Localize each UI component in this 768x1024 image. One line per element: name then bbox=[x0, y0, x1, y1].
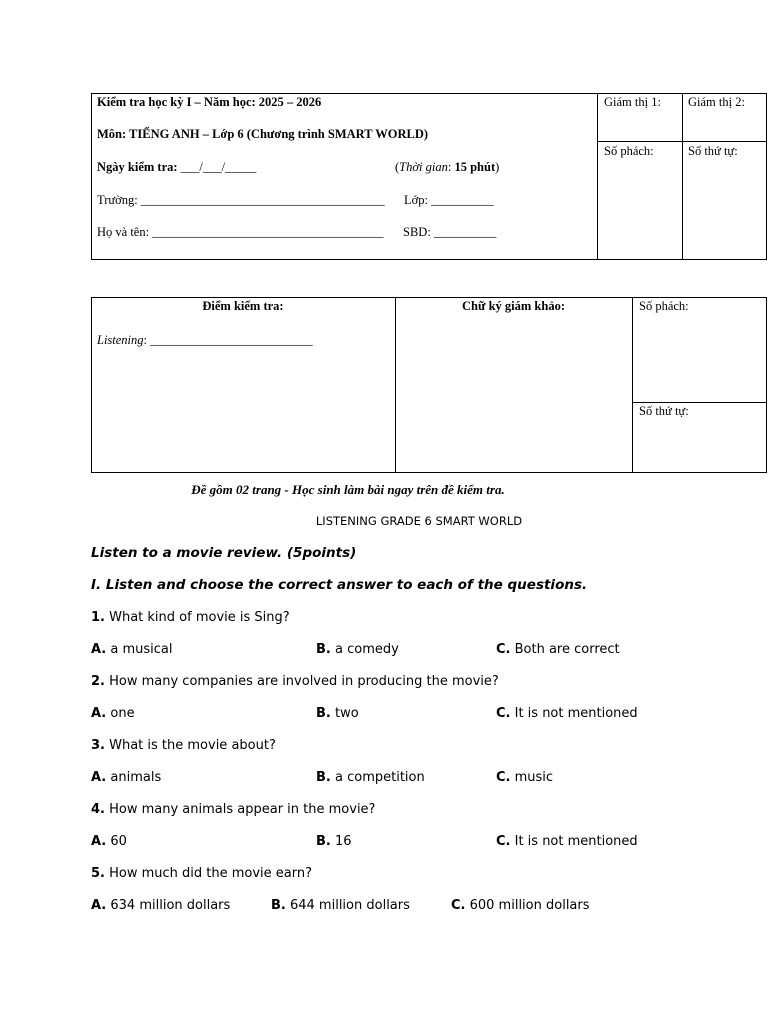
option-letter: C. bbox=[496, 834, 511, 849]
time-colon: : bbox=[447, 160, 455, 174]
option-3a[interactable] bbox=[91, 770, 161, 785]
option-3b[interactable] bbox=[316, 770, 425, 785]
option-text: Both are correct bbox=[510, 642, 620, 657]
subject-line: Môn: TIẾNG ANH – Lớp 6 (Chương trình SMART WORLD) bbox=[97, 127, 429, 141]
option-letter: B. bbox=[316, 834, 331, 849]
option-letter: A. bbox=[91, 898, 107, 913]
option-text: 634 million dollars bbox=[106, 898, 231, 913]
proctor-1-label: Giám thị 1: bbox=[604, 95, 661, 109]
sbd-label: SBD: bbox=[403, 225, 431, 239]
school-line bbox=[97, 193, 385, 208]
question-3 bbox=[91, 738, 276, 753]
question-number: 1. bbox=[91, 610, 105, 625]
option-letter: A. bbox=[91, 770, 107, 785]
divider bbox=[91, 472, 767, 473]
page-title-text: LISTENING GRADE 6 SMART WORLD bbox=[315, 514, 523, 528]
option-letter: B. bbox=[271, 898, 286, 913]
divider bbox=[766, 297, 767, 473]
question-text: What is the movie about? bbox=[104, 738, 276, 753]
so-thu-tu-label: Số thứ tự: bbox=[688, 144, 738, 158]
option-2c[interactable] bbox=[496, 706, 638, 721]
option-4c[interactable] bbox=[496, 834, 638, 849]
school-label: Trường: bbox=[97, 193, 138, 207]
question-text: How many companies are involved in producing the movie? bbox=[104, 674, 499, 689]
listening-blank: : __________________________ bbox=[143, 333, 313, 347]
option-4b[interactable] bbox=[316, 834, 352, 849]
name-blank: _____________________________________ bbox=[152, 225, 384, 239]
question-2 bbox=[91, 674, 499, 689]
option-text: It is not mentioned bbox=[510, 834, 638, 849]
exam-note-text: Đề gồm 02 trang - Học sinh làm bài ngay trên đề kiểm tra. bbox=[191, 482, 505, 497]
option-letter: C. bbox=[496, 706, 511, 721]
question-number: 4. bbox=[91, 802, 105, 817]
instruction: Listen to a movie review. (5points) bbox=[91, 545, 357, 561]
option-1b[interactable] bbox=[316, 642, 399, 657]
option-4a[interactable] bbox=[91, 834, 127, 849]
class-line bbox=[404, 193, 494, 208]
paren-close: ) bbox=[495, 160, 500, 174]
option-letter: A. bbox=[91, 834, 107, 849]
date-label: Ngày kiểm tra: bbox=[97, 160, 178, 174]
option-text: 644 million dollars bbox=[285, 898, 410, 913]
class-blank: __________ bbox=[431, 193, 494, 207]
question-1 bbox=[91, 610, 290, 625]
option-text: a comedy bbox=[330, 642, 399, 657]
option-text: two bbox=[330, 706, 359, 721]
option-2a[interactable] bbox=[91, 706, 135, 721]
option-letter: C. bbox=[451, 898, 466, 913]
examiner-heading: Chữ ký giám khảo: bbox=[461, 299, 565, 313]
option-text: a musical bbox=[106, 642, 173, 657]
question-number: 2. bbox=[91, 674, 105, 689]
score-heading: Điểm kiểm tra: bbox=[202, 299, 284, 313]
option-3c[interactable] bbox=[496, 770, 553, 785]
divider bbox=[91, 259, 767, 260]
question-text: How much did the movie earn? bbox=[104, 866, 313, 881]
so-thu-tu-label: Số thứ tự: bbox=[639, 404, 689, 418]
option-2b[interactable] bbox=[316, 706, 359, 721]
divider bbox=[395, 297, 396, 473]
class-label: Lớp: bbox=[404, 193, 428, 207]
exam-title: Kiểm tra học kỳ I – Năm học: 2025 – 2026 bbox=[97, 95, 322, 109]
divider bbox=[91, 297, 767, 298]
time-line bbox=[395, 160, 499, 175]
option-letter: B. bbox=[316, 706, 331, 721]
page-title bbox=[0, 514, 768, 528]
option-text: 16 bbox=[330, 834, 352, 849]
section-heading: I. Listen and choose the correct answer to each of the questions. bbox=[91, 577, 588, 593]
divider bbox=[597, 141, 767, 142]
divider bbox=[91, 297, 92, 473]
option-text: one bbox=[106, 706, 135, 721]
question-text: How many animals appear in the movie? bbox=[104, 802, 376, 817]
sbd-blank: __________ bbox=[433, 225, 497, 239]
question-number: 5. bbox=[91, 866, 105, 881]
divider bbox=[632, 402, 767, 403]
proctor-2-label: Giám thị 2: bbox=[688, 95, 745, 109]
listening-score-line bbox=[97, 333, 313, 348]
option-1c[interactable] bbox=[496, 642, 620, 657]
option-letter: A. bbox=[91, 642, 107, 657]
divider bbox=[91, 93, 767, 94]
option-1a[interactable] bbox=[91, 642, 173, 657]
question-text: What kind of movie is Sing? bbox=[104, 610, 290, 625]
divider bbox=[632, 297, 633, 473]
option-text: 60 bbox=[106, 834, 127, 849]
option-text: a competition bbox=[330, 770, 425, 785]
paren-open: ( bbox=[395, 160, 400, 174]
date-line bbox=[97, 160, 256, 175]
date-blank: ___/___/_____ bbox=[180, 160, 257, 174]
option-text: animals bbox=[106, 770, 162, 785]
option-5a[interactable] bbox=[91, 898, 230, 913]
option-text: 600 million dollars bbox=[465, 898, 590, 913]
divider bbox=[766, 93, 767, 260]
question-number: 3. bbox=[91, 738, 105, 753]
option-text: music bbox=[510, 770, 554, 785]
option-letter: A. bbox=[91, 706, 107, 721]
listening-label: Listening bbox=[97, 333, 144, 347]
divider bbox=[597, 93, 598, 260]
so-phach-label: Số phách: bbox=[604, 144, 654, 158]
option-5b[interactable] bbox=[271, 898, 410, 913]
option-letter: C. bbox=[496, 642, 511, 657]
sbd-line bbox=[403, 225, 496, 240]
exam-note bbox=[0, 482, 768, 498]
name-label: Họ và tên: bbox=[97, 225, 150, 239]
option-5c[interactable] bbox=[451, 898, 590, 913]
name-line bbox=[97, 225, 383, 240]
question-5 bbox=[91, 866, 312, 881]
divider bbox=[682, 93, 683, 260]
option-letter: C. bbox=[496, 770, 511, 785]
so-phach-label: Số phách: bbox=[639, 299, 689, 313]
divider bbox=[91, 93, 92, 260]
option-letter: B. bbox=[316, 642, 331, 657]
question-4 bbox=[91, 802, 375, 817]
option-text: It is not mentioned bbox=[510, 706, 638, 721]
school-blank: _______________________________________ bbox=[140, 193, 385, 207]
option-letter: B. bbox=[316, 770, 331, 785]
time-label: Thời gian bbox=[399, 160, 448, 174]
time-value: 15 phút bbox=[454, 160, 496, 174]
